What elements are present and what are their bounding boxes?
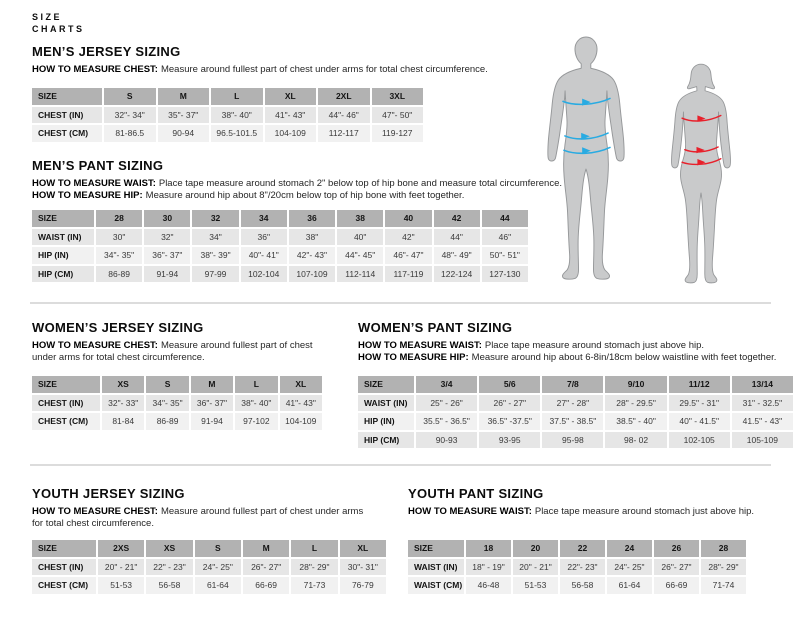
table-row <box>32 229 530 248</box>
row-label: CHEST (CM) <box>32 577 98 596</box>
size-column-header: S <box>195 540 243 559</box>
row-label: HIP (CM) <box>358 432 416 451</box>
size-header-cell: SIZE <box>32 88 104 107</box>
table-cell: 38"- 40" <box>211 107 265 126</box>
table-cell: 48"- 49" <box>434 247 482 266</box>
table-cell: 96.5-101.5 <box>211 125 265 144</box>
row-label: CHEST (IN) <box>32 107 104 126</box>
size-column-header: 3XL <box>372 88 426 107</box>
size-column-header: 24 <box>607 540 654 559</box>
table-cell: 61-64 <box>195 577 243 596</box>
page-title-line2: CHARTS <box>32 24 85 34</box>
table-cell: 86-89 <box>146 413 190 432</box>
row-label: WAIST (CM) <box>408 577 466 596</box>
row-label: HIP (CM) <box>32 266 96 285</box>
size-column-header: 28 <box>96 210 144 229</box>
table-cell: 91-94 <box>144 266 192 285</box>
table-cell: 41.5" - 43" <box>732 413 795 432</box>
table-cell: 35"- 37" <box>158 107 212 126</box>
table-cell: 40"- 41" <box>241 247 289 266</box>
size-column-header: 26 <box>654 540 701 559</box>
table-cell: 91-94 <box>191 413 235 432</box>
table-row <box>32 395 324 414</box>
size-column-header: 28 <box>701 540 748 559</box>
table-cell: 26" - 27" <box>479 395 542 414</box>
table-cell: 105-109 <box>732 432 795 451</box>
table-cell: 38"- 39" <box>192 247 240 266</box>
table-header-row <box>358 376 795 395</box>
section-title: YOUTH JERSEY SIZING <box>32 486 185 501</box>
table-cell: 32"- 33" <box>102 395 146 414</box>
table-cell: 29.5" - 31" <box>669 395 732 414</box>
table-row <box>32 125 425 144</box>
howto-label: HOW TO MEASURE WAIST: <box>358 340 482 351</box>
howto-text: Measure around fullest part of chest under arms for total chest circumference. <box>160 64 488 75</box>
table-cell: 56-58 <box>146 577 194 596</box>
table-header-row <box>32 210 530 229</box>
mens-jersey-table <box>32 88 425 144</box>
table-cell: 66-69 <box>243 577 291 596</box>
table-cell: 122-124 <box>434 266 482 285</box>
table-cell: 22"- 23" <box>560 559 607 578</box>
size-header-cell: SIZE <box>32 376 102 395</box>
table-row <box>408 577 748 596</box>
table-cell: 90-93 <box>416 432 479 451</box>
womens-pant-table <box>358 376 795 450</box>
youth-jersey-table <box>32 540 388 596</box>
table-cell: 46" <box>482 229 530 248</box>
row-label: WAIST (IN) <box>408 559 466 578</box>
table-cell: 28"- 29" <box>701 559 748 578</box>
table-cell: 107-109 <box>289 266 337 285</box>
size-column-header: 44 <box>482 210 530 229</box>
youth-pant-section <box>408 486 768 591</box>
table-cell: 97-99 <box>192 266 240 285</box>
table-cell: 26"- 27" <box>654 559 701 578</box>
row-label: CHEST (IN) <box>32 559 98 578</box>
table-cell: 28"- 29" <box>291 559 339 578</box>
size-column-header: L <box>211 88 265 107</box>
table-cell: 119-127 <box>372 125 426 144</box>
size-column-header: M <box>158 88 212 107</box>
howto-text: Place tape measure around stomach just above hip. <box>484 340 705 351</box>
size-header-cell: SIZE <box>358 376 416 395</box>
table-cell: 22" - 23" <box>146 559 194 578</box>
table-row <box>32 266 530 285</box>
table-cell: 38" <box>289 229 337 248</box>
howto-label: HOW TO MEASURE HIP: <box>358 352 469 363</box>
section-title: WOMEN’S JERSEY SIZING <box>32 320 204 335</box>
table-cell: 98- 02 <box>605 432 668 451</box>
table-cell: 30"- 31" <box>340 559 388 578</box>
size-header-cell: SIZE <box>408 540 466 559</box>
size-column-header: 20 <box>513 540 560 559</box>
table-cell: 32"- 34" <box>104 107 158 126</box>
size-column-header: 2XS <box>98 540 146 559</box>
size-column-header: 2XL <box>318 88 372 107</box>
table-cell: 86-89 <box>96 266 144 285</box>
size-column-header: 22 <box>560 540 607 559</box>
table-cell: 34" <box>192 229 240 248</box>
howto-label: HOW TO MEASURE HIP: <box>32 190 143 201</box>
male-figure <box>538 33 634 283</box>
size-column-header: 42 <box>434 210 482 229</box>
size-column-header: XS <box>102 376 146 395</box>
table-cell: 38"- 40" <box>235 395 279 414</box>
size-column-header: 30 <box>144 210 192 229</box>
table-cell: 51-53 <box>98 577 146 596</box>
table-row <box>358 432 795 451</box>
howto-label: HOW TO MEASURE CHEST: <box>32 64 158 75</box>
table-cell: 117-119 <box>385 266 433 285</box>
size-column-header: M <box>191 376 235 395</box>
womens-jersey-table <box>32 376 324 432</box>
table-cell: 46"- 47" <box>385 247 433 266</box>
table-cell: 71-73 <box>291 577 339 596</box>
table-cell: 56-58 <box>560 577 607 596</box>
womens-pant-section <box>358 320 795 445</box>
table-cell: 46-48 <box>466 577 513 596</box>
howto-label: HOW TO MEASURE WAIST: <box>408 506 532 517</box>
howto-waist <box>32 178 562 190</box>
row-label: CHEST (CM) <box>32 125 104 144</box>
table-cell: 28" - 29.5" <box>605 395 668 414</box>
table-cell: 44"- 46" <box>318 107 372 126</box>
howto-label: HOW TO MEASURE CHEST: <box>32 340 158 351</box>
table-row <box>32 559 388 578</box>
howto-waist <box>358 340 704 352</box>
table-cell: 127-130 <box>482 266 530 285</box>
table-cell: 76-79 <box>340 577 388 596</box>
row-label: CHEST (CM) <box>32 413 102 432</box>
size-column-header: 13/14 <box>732 376 795 395</box>
table-header-row <box>32 540 388 559</box>
table-cell: 112-117 <box>318 125 372 144</box>
table-cell: 41"- 43" <box>280 395 324 414</box>
youth-jersey-section <box>32 486 388 591</box>
size-column-header: XS <box>146 540 194 559</box>
section-title: WOMEN’S PANT SIZING <box>358 320 513 335</box>
table-cell: 90-94 <box>158 125 212 144</box>
howto-text: Measure around fullest part of chest under arms for total chest circumference. <box>32 340 313 363</box>
size-header-cell: SIZE <box>32 210 96 229</box>
table-cell: 20" - 21" <box>513 559 560 578</box>
row-label: WAIST (IN) <box>32 229 96 248</box>
table-cell: 35.5" - 36.5" <box>416 413 479 432</box>
row-label: HIP (IN) <box>32 247 96 266</box>
mens-pant-table <box>32 210 530 284</box>
section-title: MEN’S PANT SIZING <box>32 158 164 173</box>
female-body-silhouette <box>671 64 730 283</box>
table-cell: 61-64 <box>607 577 654 596</box>
size-column-header: S <box>146 376 190 395</box>
mens-jersey-section <box>32 44 552 139</box>
table-cell: 81-86.5 <box>104 125 158 144</box>
table-cell: 71-74 <box>701 577 748 596</box>
size-column-header: 3/4 <box>416 376 479 395</box>
table-cell: 104-109 <box>280 413 324 432</box>
table-cell: 36"- 37" <box>144 247 192 266</box>
table-cell: 44"- 45" <box>337 247 385 266</box>
mens-pant-section <box>32 158 592 279</box>
table-cell: 37.5" - 38.5" <box>542 413 605 432</box>
table-row <box>358 395 795 414</box>
table-header-row <box>32 88 425 107</box>
table-cell: 36.5" -37.5" <box>479 413 542 432</box>
table-cell: 20" - 21" <box>98 559 146 578</box>
howto-hip <box>32 190 464 202</box>
size-column-header: 40 <box>385 210 433 229</box>
table-cell: 66-69 <box>654 577 701 596</box>
row-label: CHEST (IN) <box>32 395 102 414</box>
female-figure <box>656 60 746 288</box>
table-row <box>358 413 795 432</box>
howto-text: Place tape measure around stomach 2" below top of hip bone and measure total circumference. <box>158 178 562 189</box>
table-cell: 41"- 43" <box>265 107 319 126</box>
size-column-header: S <box>104 88 158 107</box>
table-cell: 102-105 <box>669 432 732 451</box>
size-column-header: 11/12 <box>669 376 732 395</box>
table-cell: 102-104 <box>241 266 289 285</box>
size-column-header: L <box>235 376 279 395</box>
table-cell: 34"- 35" <box>146 395 190 414</box>
howto-text: Measure around fullest part of chest under arms for total chest circumference. <box>32 506 364 529</box>
size-column-header: XL <box>265 88 319 107</box>
section-title: MEN’S JERSEY SIZING <box>32 44 181 59</box>
table-cell: 44" <box>434 229 482 248</box>
size-header-cell: SIZE <box>32 540 98 559</box>
table-cell: 42"- 43" <box>289 247 337 266</box>
table-row <box>408 559 748 578</box>
section-title: YOUTH PANT SIZING <box>408 486 544 501</box>
section-divider <box>30 302 771 304</box>
table-cell: 40" <box>337 229 385 248</box>
table-cell: 32" <box>144 229 192 248</box>
table-cell: 30" <box>96 229 144 248</box>
howto-chest <box>32 64 488 76</box>
size-column-header: 32 <box>192 210 240 229</box>
page-title <box>32 11 85 35</box>
size-column-header: XL <box>340 540 388 559</box>
size-column-header: 5/6 <box>479 376 542 395</box>
size-column-header: 38 <box>337 210 385 229</box>
size-column-header: 7/8 <box>542 376 605 395</box>
howto-hip <box>358 352 776 364</box>
table-cell: 104-109 <box>265 125 319 144</box>
howto-waist <box>408 506 754 518</box>
table-cell: 42" <box>385 229 433 248</box>
table-row <box>32 107 425 126</box>
table-cell: 36"- 37" <box>191 395 235 414</box>
howto-text: Measure around hip about 8"/20cm below top of hip bone with feet together. <box>145 190 465 201</box>
table-cell: 95-98 <box>542 432 605 451</box>
table-cell: 18" - 19" <box>466 559 513 578</box>
table-cell: 47"- 50" <box>372 107 426 126</box>
howto-text: Measure around hip about 6-8in/18cm below waistline with feet together. <box>471 352 777 363</box>
table-cell: 26"- 27" <box>243 559 291 578</box>
table-cell: 25" - 26" <box>416 395 479 414</box>
table-cell: 81-84 <box>102 413 146 432</box>
table-cell: 97-102 <box>235 413 279 432</box>
size-column-header: XL <box>280 376 324 395</box>
table-cell: 24"- 25" <box>607 559 654 578</box>
table-cell: 51-53 <box>513 577 560 596</box>
size-column-header: L <box>291 540 339 559</box>
table-cell: 50"- 51" <box>482 247 530 266</box>
section-divider <box>30 464 771 466</box>
table-row <box>32 413 324 432</box>
youth-pant-table <box>408 540 748 596</box>
table-cell: 34"- 35" <box>96 247 144 266</box>
table-row <box>32 577 388 596</box>
table-cell: 27" - 28" <box>542 395 605 414</box>
howto-label: HOW TO MEASURE WAIST: <box>32 178 156 189</box>
table-header-row <box>32 376 324 395</box>
size-column-header: 36 <box>289 210 337 229</box>
male-body-silhouette <box>548 37 624 279</box>
page-title-line1: SIZE <box>32 12 63 22</box>
row-label: WAIST (IN) <box>358 395 416 414</box>
size-column-header: 18 <box>466 540 513 559</box>
table-cell: 40" - 41.5" <box>669 413 732 432</box>
womens-jersey-section <box>32 320 332 427</box>
table-cell: 112-114 <box>337 266 385 285</box>
table-cell: 38.5" - 40" <box>605 413 668 432</box>
table-cell: 31" - 32.5" <box>732 395 795 414</box>
table-cell: 36" <box>241 229 289 248</box>
howto-chest <box>32 506 372 530</box>
size-column-header: 9/10 <box>605 376 668 395</box>
table-cell: 93-95 <box>479 432 542 451</box>
row-label: HIP (IN) <box>358 413 416 432</box>
howto-label: HOW TO MEASURE CHEST: <box>32 506 158 517</box>
table-cell: 24"- 25" <box>195 559 243 578</box>
table-header-row <box>408 540 748 559</box>
size-column-header: M <box>243 540 291 559</box>
size-column-header: 34 <box>241 210 289 229</box>
howto-text: Place tape measure around stomach just above hip. <box>534 506 755 517</box>
table-row <box>32 247 530 266</box>
howto-chest <box>32 340 332 364</box>
